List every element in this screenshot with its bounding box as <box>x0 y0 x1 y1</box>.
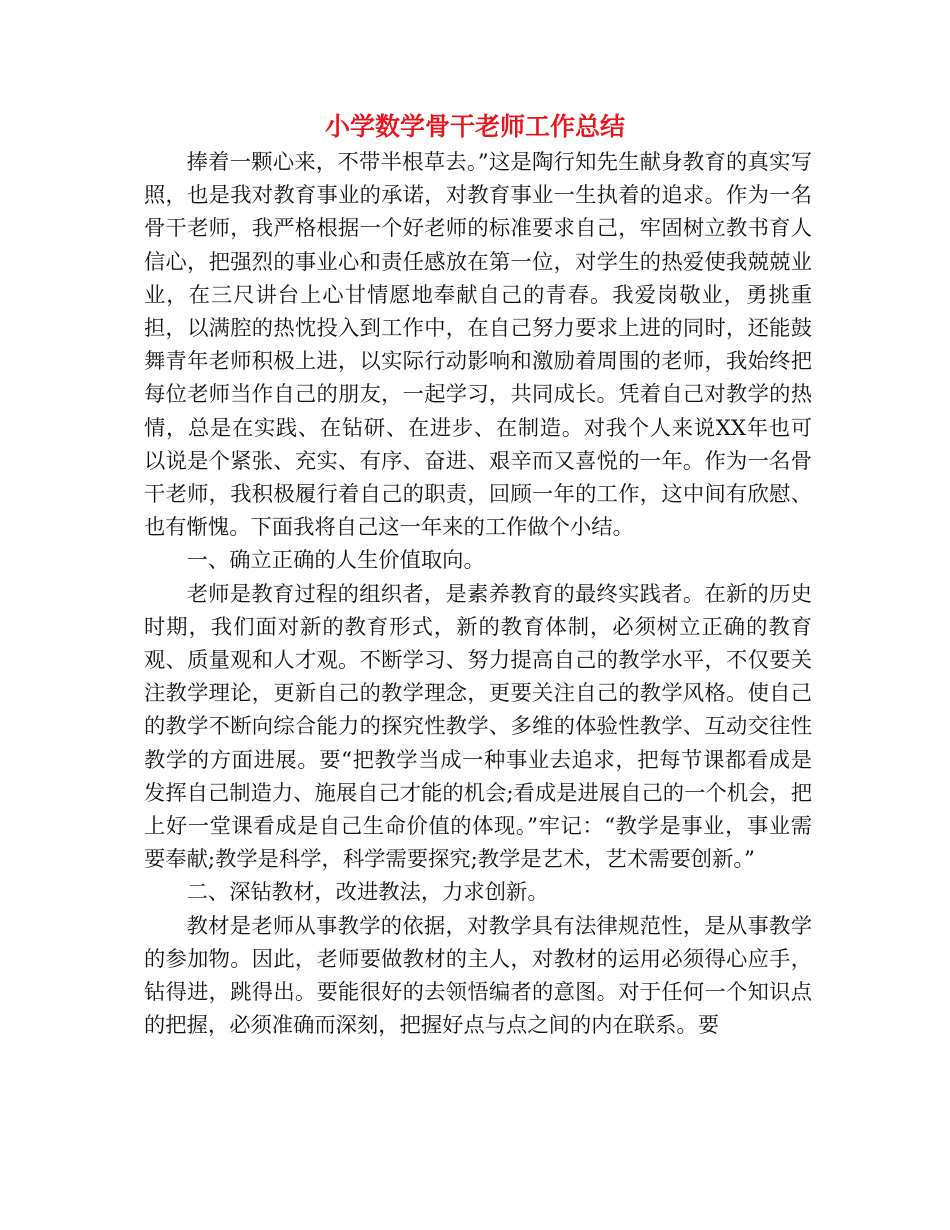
section-heading-1: 一、确立正确的人生价值取向。 <box>186 548 485 574</box>
section-heading-2: 二、深钻教材，改进教法，力求创新。 <box>186 880 549 906</box>
document-title: 小学数学骨干老师工作总结 <box>324 112 625 141</box>
paragraph-intro: 捧着一颗心来，不带半根草去。”这是陶行知先生献身教育的真实写照，也是我对教育事业的承诺，对教育事业一生执着的追求。作为一名骨干老师，我严格根据一个好老师的标准要求自己，牢固树立教书育人信心，把强烈的事业心和责任感放在第一位，对学生的热爱使我兢兢业业，在三尺讲台上心甘情愿地奉献自己的青春。我爱岗敬业，勇挑重担，以满腔的热忱投入到工作中，在自己努力要求上进的同时，还能鼓舞青年老师积极上进，以实际行动影响和激励着周围的老师，我始终把每位老师当作自己的朋友，一起学习，共同成长。凭着自己对教学的热情，总是在实践、在钻研、在进步、在制造。对我个人来说XX年也可以说是个紧张、充实、有序、奋进、艰辛而又喜悦的一年。作为一名骨干老师，我积极履行着自己的职责，回顾一年的工作，这中间有欣慰、也有惭愧。下面我将自己这一年来的工作做个小结。 <box>144 150 812 541</box>
document-body <box>144 146 812 1042</box>
paragraph-section-1: 老师是教育过程的组织者，是素养教育的最终实践者。在新的历史时期，我们面对新的教育形式，新的教育体制，必须树立正确的教育观、质量观和人才观。不断学习、努力提高自己的教学水平，不仅要关注教学理论，更新自己的教学理念，更要关注自己的教学风格。使自己的教学不断向综合能力的探究性教学、多维的体验性教学、互动交往性教学的方面进展。要“把教学当成一种事业去追求，把每节课都看成是发挥自己制造力、施展自己才能的机会;看成是进展自己的一个机会，把上好一堂课看成是自己生命价值的体现。”牢记：“教学是事业，事业需要奉献;教学是科学，科学需要探究;教学是艺术，艺术需要创新。” <box>144 581 812 873</box>
paragraph-section-2: 教材是老师从事教学的依据，对教学具有法律规范性，是从事教学的参加物。因此，老师要做教材的主人，对教材的运用必须得心应手，钻得进，跳得出。要能很好的去领悟编者的意图。对于任何一个知识点的把握，必须准确而深刻，把握好点与点之间的内在联系。要 <box>144 913 812 1039</box>
